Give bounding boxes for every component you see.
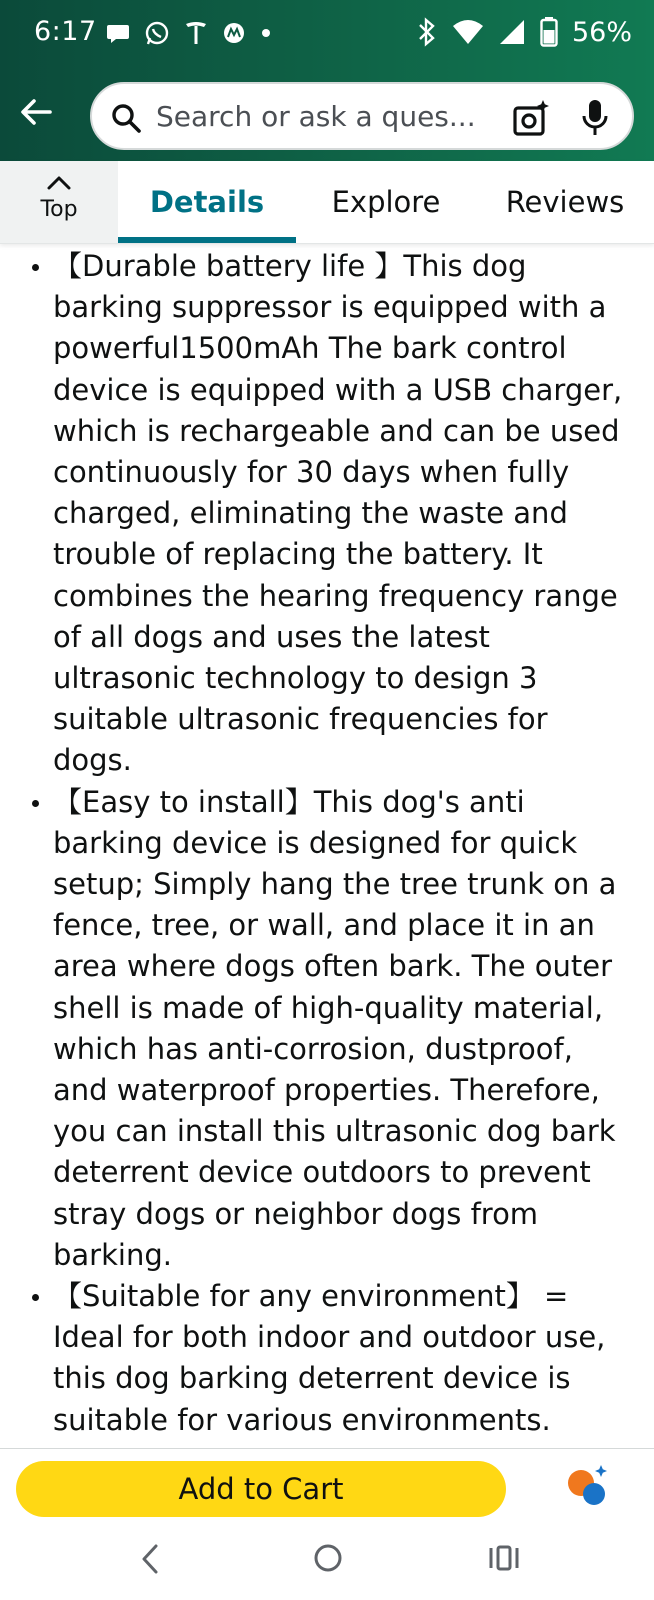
battery-percent: 56% xyxy=(571,16,632,48)
product-tabs xyxy=(0,161,654,244)
feature-bullet: 【Easy to install】This dog's anti barking device is designed for quick setup; Simply hang the tree trunk on a fence, tree, or wall, and place it in an area where dogs often bark. The outer shell is made of high-quality material, which has anti-corrosion, dustproof, and waterproof properties. Therefore, you can install this ultrasonic dog bark deterrent device outdoors to prevent stray dogs or neighbor dogs from barking. xyxy=(0,782,654,1276)
chat-bubble-icon xyxy=(106,21,130,45)
tab-details-label: Details xyxy=(149,185,265,219)
app-header xyxy=(0,0,654,161)
nav-home-icon[interactable] xyxy=(312,1542,344,1574)
active-tab-indicator xyxy=(118,237,296,243)
feature-bullet: 【Durable battery life 】This dog barking suppressor is equipped with a powerful1500mAh The bark control device is equipped with a USB charger, which is rechargeable and can be used continuously for 30 days when fully charged, eliminating the waste and trouble of replacing the battery. It combines the hearing frequency range of all dogs and uses the latest ultrasonic technology to design 3 suitable ultrasonic frequencies for dogs. xyxy=(0,246,654,782)
camera-icon[interactable] xyxy=(512,99,550,137)
battery-icon xyxy=(540,17,558,47)
tab-top-label: Top xyxy=(40,197,78,222)
tab-explore-label: Explore xyxy=(331,185,441,219)
status-bar xyxy=(0,0,654,68)
tab-top[interactable] xyxy=(0,161,118,243)
product-details-content[interactable] xyxy=(0,246,654,1448)
motorola-icon xyxy=(222,21,246,45)
search-input[interactable]: Search or ask a ques... xyxy=(156,100,476,133)
notification-icons xyxy=(106,20,272,46)
tesla-icon xyxy=(184,20,208,46)
signal-icon xyxy=(498,18,526,46)
feature-bullet: 【Suitable for any environment】 = Ideal for both indoor and outdoor use, this dog barking deterrent device is suitable for various environments. xyxy=(0,1276,654,1441)
search-bar[interactable] xyxy=(90,82,634,150)
add-to-cart-button[interactable]: Add to Cart xyxy=(16,1461,506,1517)
tab-explore[interactable] xyxy=(306,161,466,243)
nav-recents-icon[interactable] xyxy=(488,1544,520,1572)
system-nav-bar xyxy=(0,1520,654,1600)
chevron-up-icon xyxy=(46,175,72,191)
status-time: 6:17 xyxy=(34,16,97,47)
nav-back-icon[interactable] xyxy=(136,1542,164,1576)
wifi-icon xyxy=(452,18,484,46)
dot-icon xyxy=(260,27,272,39)
bottom-action-bar xyxy=(0,1448,654,1520)
tab-reviews[interactable] xyxy=(490,161,640,243)
mic-icon[interactable] xyxy=(580,98,610,138)
bluetooth-icon xyxy=(416,16,438,48)
tab-reviews-label: Reviews xyxy=(505,185,625,219)
whatsapp-icon xyxy=(144,20,170,46)
search-icon xyxy=(110,102,142,134)
rufus-assistant-icon[interactable] xyxy=(566,1463,610,1507)
back-arrow-icon[interactable] xyxy=(18,94,54,130)
tab-details[interactable] xyxy=(118,161,296,243)
feature-bullet-list xyxy=(0,246,654,1441)
system-icons xyxy=(416,16,632,48)
